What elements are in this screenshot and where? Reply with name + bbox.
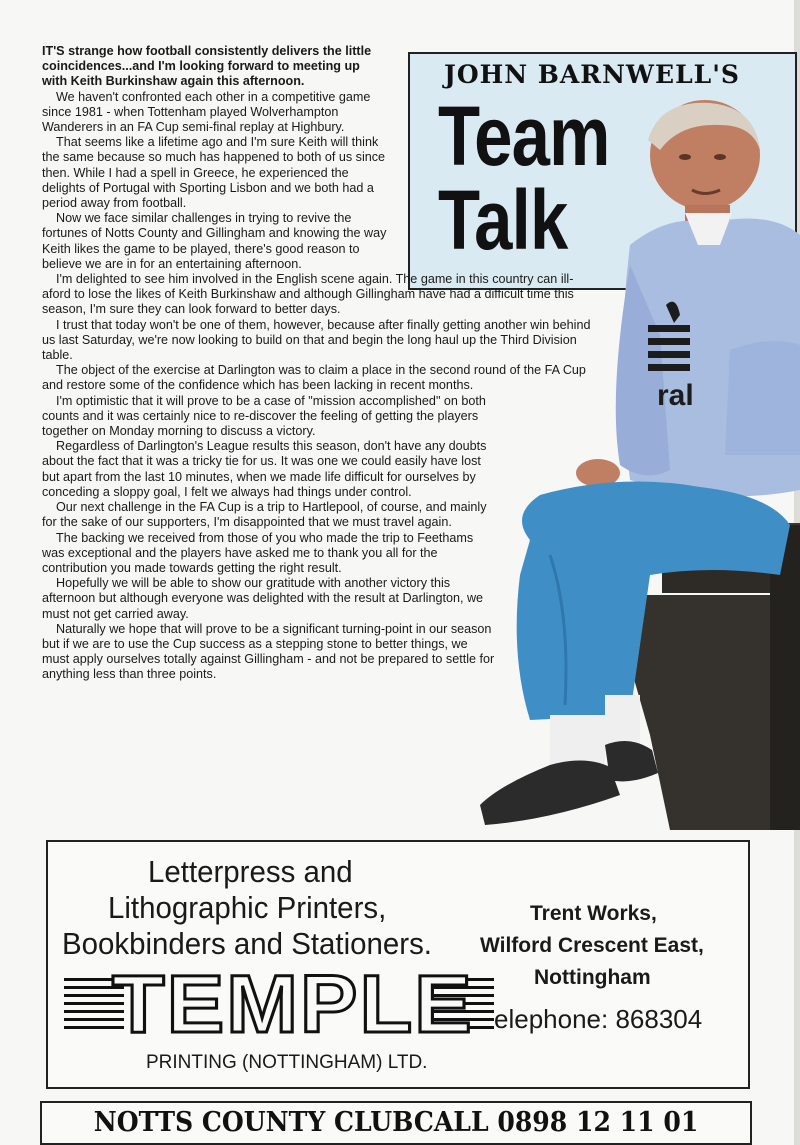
advert-address-3: Nottingham xyxy=(534,966,651,989)
advert-address-2: Wilford Crescent East, xyxy=(480,934,704,957)
temple-printing-advert xyxy=(46,840,750,1089)
article-paragraph: I'm delighted to see him involved in the English scene again. The game in this country can ill-aford to lose the likes of Keith Burkinshaw and although Gillingham have had a difficult time this season, I'm sure they can look forward to better days. xyxy=(42,272,574,317)
sweater xyxy=(576,213,800,497)
article-paragraph: I'm optimistic that it will prove to be a case of "mission accomplished" on both counts and it was certainly nice to re-discover the feeling of getting the players together on Monday morning to discuss a victory. xyxy=(42,393,486,439)
advert-address-1: Trent Works, xyxy=(530,902,657,925)
article-paragraph: Hopefully we will be able to show our gratitude with another victory this afternoon but although everyone was delighted with the result at Darlington, we must not get carried away. xyxy=(42,576,484,621)
temple-brand: TEMPLE xyxy=(112,959,474,1050)
article-paragraph: The object of the exercise at Darlington was to claim a place in the second round of the FA Cup and restore some of the confidence which has been lacking in recent months. xyxy=(42,363,586,393)
header-title-line1: Team xyxy=(438,89,610,183)
article-paragraph: Now we face similar challenges in trying to revive the fortunes of Notts County and Gillingham and knowing the way Keith likes the game to be played, there's good reason to believe we are in for an entertaining afternoon. xyxy=(42,211,387,271)
advert-line-1: Letterpress and xyxy=(148,854,353,889)
advert-phone: elephone: 868304 xyxy=(494,1004,703,1034)
advert-company: PRINTING (NOTTINGHAM) LTD. xyxy=(146,1052,428,1073)
header-kicker: JOHN BARNWELL'S xyxy=(444,60,740,89)
article-paragraph: The backing we received from those of you who made the trip to Feethams was exceptional and the players have asked me to thank you all for the contribution you made towards getting the right result. xyxy=(42,530,474,575)
article-paragraph: Regardless of Darlington's League results this season, don't have any doubts about the fact that it was a tricky tie for us. It was one we could easily have lost but apart from the last 10 minutes, when we made life difficult for ourselves by conceding a sloppy goal, I felt we always had things under control. xyxy=(42,439,487,499)
article-paragraph: We haven't confronted each other in a competitive game since 1981 - when Tottenham played Wolverhampton Wanderers in an FA Cup semi-final replay at Highbury. xyxy=(42,89,371,135)
article-paragraph: Our next challenge in the FA Cup is a trip to Hartlepool, of course, and mainly for the sake of our supporters, I'm disappointed that we must travel again. xyxy=(42,500,487,530)
article-paragraph: Naturally we hope that will prove to be a significant turning-point in our season but if we are to use the Cup success as a stepping stone to better things, we must apply ourselves totally against Gillingham - and not be prepared to settle for anything less than three points. xyxy=(42,621,495,682)
article-body xyxy=(42,44,602,683)
article-lead: IT'S strange how football consistently delivers the little coincidences...and I'm looking forward to meeting up with Keith Burkinshaw again this afternoon. xyxy=(42,44,372,89)
header-title-line2: Talk xyxy=(438,173,568,267)
shirt-text: ral xyxy=(657,379,694,412)
temple-logo xyxy=(64,959,494,1050)
article-paragraph: I trust that today won't be one of them, however, because after finally getting another win behind us last Saturday, we're now looking to build on that and begin the long haul up the Third Division table. xyxy=(42,317,591,363)
clubcall-text: NOTTS COUNTY CLUBCALL 0898 12 11 01 xyxy=(93,1107,699,1138)
clubcall-banner xyxy=(40,1101,752,1145)
advert-line-2: Lithographic Printers, xyxy=(108,890,387,925)
head xyxy=(648,100,760,230)
advert-line-3: Bookbinders and Stationers. xyxy=(62,926,432,961)
article-paragraph: That seems like a lifetime ago and I'm sure Keith will think the same because so much has happened to both of us since then. While I had a spell in Greece, he experienced the delights of Portugal with Sporting Lisbon and we both had a period away from football. xyxy=(42,135,386,211)
